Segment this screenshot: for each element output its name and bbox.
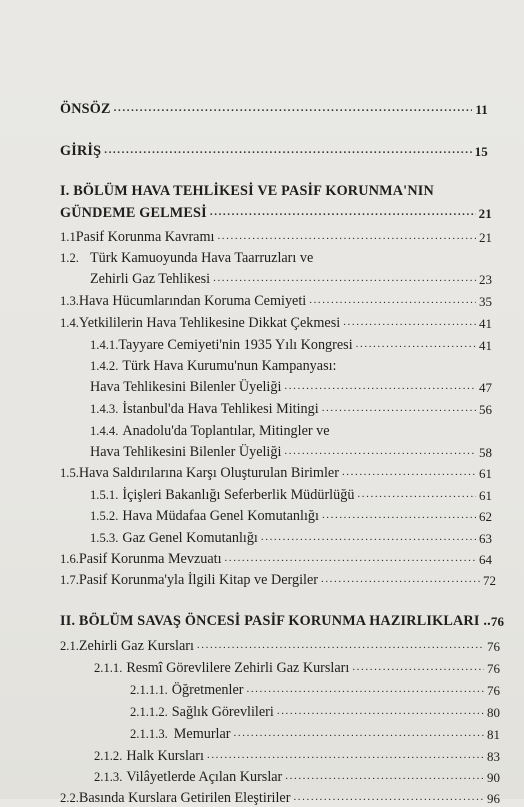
- toc-page: 62: [479, 509, 492, 524]
- leader-dots: [343, 315, 476, 332]
- section-number: 2.1.1.1.: [130, 683, 168, 697]
- toc-page: 11: [475, 102, 488, 117]
- toc-entry: [90, 337, 492, 354]
- toc-page: 21: [478, 206, 492, 221]
- leader-dots: [114, 101, 473, 118]
- toc-title: Pasif Korunma Kavramı: [75, 229, 215, 245]
- toc-page: 80: [487, 705, 500, 720]
- toc-title: Türk Hava Kurumu'nun Kampanyası:: [122, 358, 337, 374]
- toc-page: 47: [479, 380, 492, 395]
- toc-page: 41: [479, 316, 492, 331]
- section-number: 1.1: [60, 230, 76, 244]
- section-number: 1.2.: [60, 251, 79, 265]
- toc-entry: [60, 465, 492, 482]
- section-number: 1.4.: [60, 316, 79, 330]
- leader-dots: [284, 444, 476, 461]
- toc-title: Pasif Korunma Mevzuatı: [78, 551, 222, 567]
- toc-page: 61: [479, 466, 492, 481]
- toc-title: Pasif Korunma'yla İlgili Kitap ve Dergiler: [78, 572, 318, 588]
- leader-dots: [322, 508, 476, 525]
- leader-dots: [285, 769, 484, 786]
- chapter-title: II. BÖLÜM SAVAŞ ÖNCESİ PASİF KORUNMA HAZIRLIKLARI ..: [60, 613, 491, 629]
- section-number: 1.6.: [60, 552, 79, 566]
- toc-entry: [90, 358, 492, 375]
- toc-entry: [60, 229, 492, 246]
- toc-page: 63: [479, 531, 492, 546]
- chapter-title-line1: I. BÖLÜM HAVA TEHLİKESİ VE PASİF KORUNMA'NIN: [60, 183, 434, 199]
- section-number: 1.5.2.: [90, 509, 119, 523]
- toc-title: GİRİŞ: [60, 143, 102, 159]
- toc-title: Basında Kurslara Getirilen Eleştiriler: [78, 790, 291, 806]
- leader-dots: [210, 205, 476, 222]
- section-number: 1.4.3.: [90, 402, 119, 416]
- toc-page: 90: [487, 770, 500, 785]
- section-number: 1.5.: [60, 466, 79, 480]
- toc-entry: [90, 401, 492, 418]
- section-number: 2.2.: [60, 791, 79, 805]
- toc-entry-continued: [90, 379, 492, 396]
- leader-dots: [225, 551, 476, 568]
- toc-title: Hava Saldırılarına Karşı Oluşturulan Birimler: [78, 465, 339, 481]
- toc-page: 41: [479, 338, 492, 353]
- toc-title: Hava Tehlikesini Bilenler Üyeliği: [90, 444, 282, 460]
- leader-dots: [309, 293, 476, 310]
- toc-page: 58: [479, 445, 492, 460]
- toc-title: Gaz Genel Komutanlığı: [122, 530, 258, 546]
- toc-title: Zehirli Gaz Kursları: [78, 638, 194, 654]
- section-number: 2.1.1.: [94, 661, 123, 675]
- chapter-heading-2: [60, 613, 505, 630]
- section-number: 2.1.2.: [94, 749, 123, 763]
- leader-dots: [277, 704, 484, 721]
- toc-entry: [60, 551, 492, 568]
- toc-page: 76: [487, 639, 500, 654]
- section-number: 2.1.3.: [94, 770, 123, 784]
- toc-title: Öğretmenler: [171, 682, 244, 698]
- toc-entry-onsoz: [60, 101, 488, 118]
- toc-title: Hava Tehlikesini Bilenler Üyeliği: [90, 379, 282, 395]
- section-number: 2.1.: [60, 639, 79, 653]
- section-number: 1.4.2.: [90, 359, 119, 373]
- toc-title: Hava Müdafaa Genel Komutanlığı: [122, 508, 319, 524]
- toc-page: 61: [479, 488, 492, 503]
- section-number: 1.5.3.: [90, 531, 119, 545]
- section-number: 2.1.1.3.: [130, 727, 168, 741]
- toc-page: 21: [479, 230, 492, 245]
- leader-dots: [213, 271, 476, 288]
- toc-entry: [90, 508, 492, 525]
- toc-title: Türk Kamuoyunda Hava Taarruzları ve: [90, 250, 314, 266]
- toc-title: Anadolu'da Toplantılar, Mitingler ve: [122, 423, 330, 439]
- leader-dots: [246, 682, 484, 699]
- toc-page: 76: [487, 683, 500, 698]
- toc-title: ÖNSÖZ: [60, 101, 111, 117]
- chapter-title-line2: GÜNDEME GELMESİ: [60, 205, 207, 221]
- toc-title: Sağlık Görevlileri: [171, 704, 274, 720]
- leader-dots: [356, 337, 476, 354]
- leader-dots: [234, 726, 484, 743]
- toc-entry: [60, 638, 500, 655]
- toc-page: 23: [479, 272, 492, 287]
- chapter-heading-1: [60, 183, 488, 200]
- toc-title: Hava Hücumlarından Koruma Cemiyeti: [78, 293, 307, 309]
- toc-entry-continued: [90, 271, 492, 288]
- leader-dots: [197, 638, 484, 655]
- leader-dots: [322, 401, 476, 418]
- section-number: 1.7.: [60, 573, 79, 587]
- toc-entry: [94, 769, 500, 786]
- toc-entry: [60, 293, 492, 310]
- toc-title: Halk Kursları: [126, 748, 204, 764]
- toc-page: 96: [487, 791, 500, 806]
- toc-title: Tayyare Cemiyeti'nin 1935 Yılı Kongresi: [118, 337, 353, 353]
- section-number: 1.4.4.: [90, 424, 119, 438]
- section-number: 2.1.1.2.: [130, 705, 168, 719]
- leader-dots: [352, 660, 484, 677]
- toc-page: 81: [487, 727, 500, 742]
- toc-entry: [60, 572, 496, 589]
- toc-entry: [60, 250, 492, 267]
- toc-title: Yetkililerin Hava Tehlikesine Dikkat Çekmesi: [78, 315, 341, 331]
- toc-page: 56: [479, 402, 492, 417]
- toc-entry: [90, 530, 492, 547]
- toc-page: 64: [479, 552, 492, 567]
- toc-page: 83: [487, 749, 500, 764]
- leader-dots: [207, 748, 484, 765]
- leader-dots: [217, 229, 476, 246]
- leader-dots: [261, 530, 476, 547]
- section-number: 1.4.1.: [90, 338, 119, 352]
- toc-entry: [130, 704, 500, 721]
- toc-title: Vilâyetlerde Açılan Kurslar: [126, 769, 283, 785]
- toc-title: Memurlar: [173, 726, 231, 742]
- toc-entry: [130, 726, 500, 743]
- toc-entry: [94, 748, 500, 765]
- toc-page: 15: [474, 144, 488, 159]
- section-number: 1.5.1.: [90, 488, 119, 502]
- section-number: 1.3.: [60, 294, 79, 308]
- leader-dots: [104, 143, 471, 160]
- toc-page: 35: [479, 294, 492, 309]
- leader-dots: [321, 572, 480, 589]
- toc-title: İçişleri Bakanlığı Seferberlik Müdürlüğü: [122, 487, 355, 503]
- toc-page: 76: [490, 614, 505, 629]
- toc-entry: [94, 660, 500, 677]
- toc-page: 72: [483, 573, 496, 588]
- toc-entry: [90, 423, 492, 440]
- toc-page: 76: [487, 661, 500, 676]
- leader-dots: [357, 487, 476, 504]
- leader-dots: [342, 465, 476, 482]
- toc-title: Zehirli Gaz Tehlikesi: [90, 271, 211, 287]
- toc-entry-giris: [60, 143, 488, 160]
- leader-dots: [284, 379, 476, 396]
- toc-title: İstanbul'da Hava Tehlikesi Mitingi: [122, 401, 319, 417]
- toc-title: Resmî Görevlilere Zehirli Gaz Kursları: [126, 660, 350, 676]
- toc-entry: [90, 487, 492, 504]
- toc-entry: [60, 315, 492, 332]
- chapter-heading-1-line2: [60, 205, 492, 222]
- toc-entry: [130, 682, 500, 699]
- toc-entry-continued: [90, 444, 492, 461]
